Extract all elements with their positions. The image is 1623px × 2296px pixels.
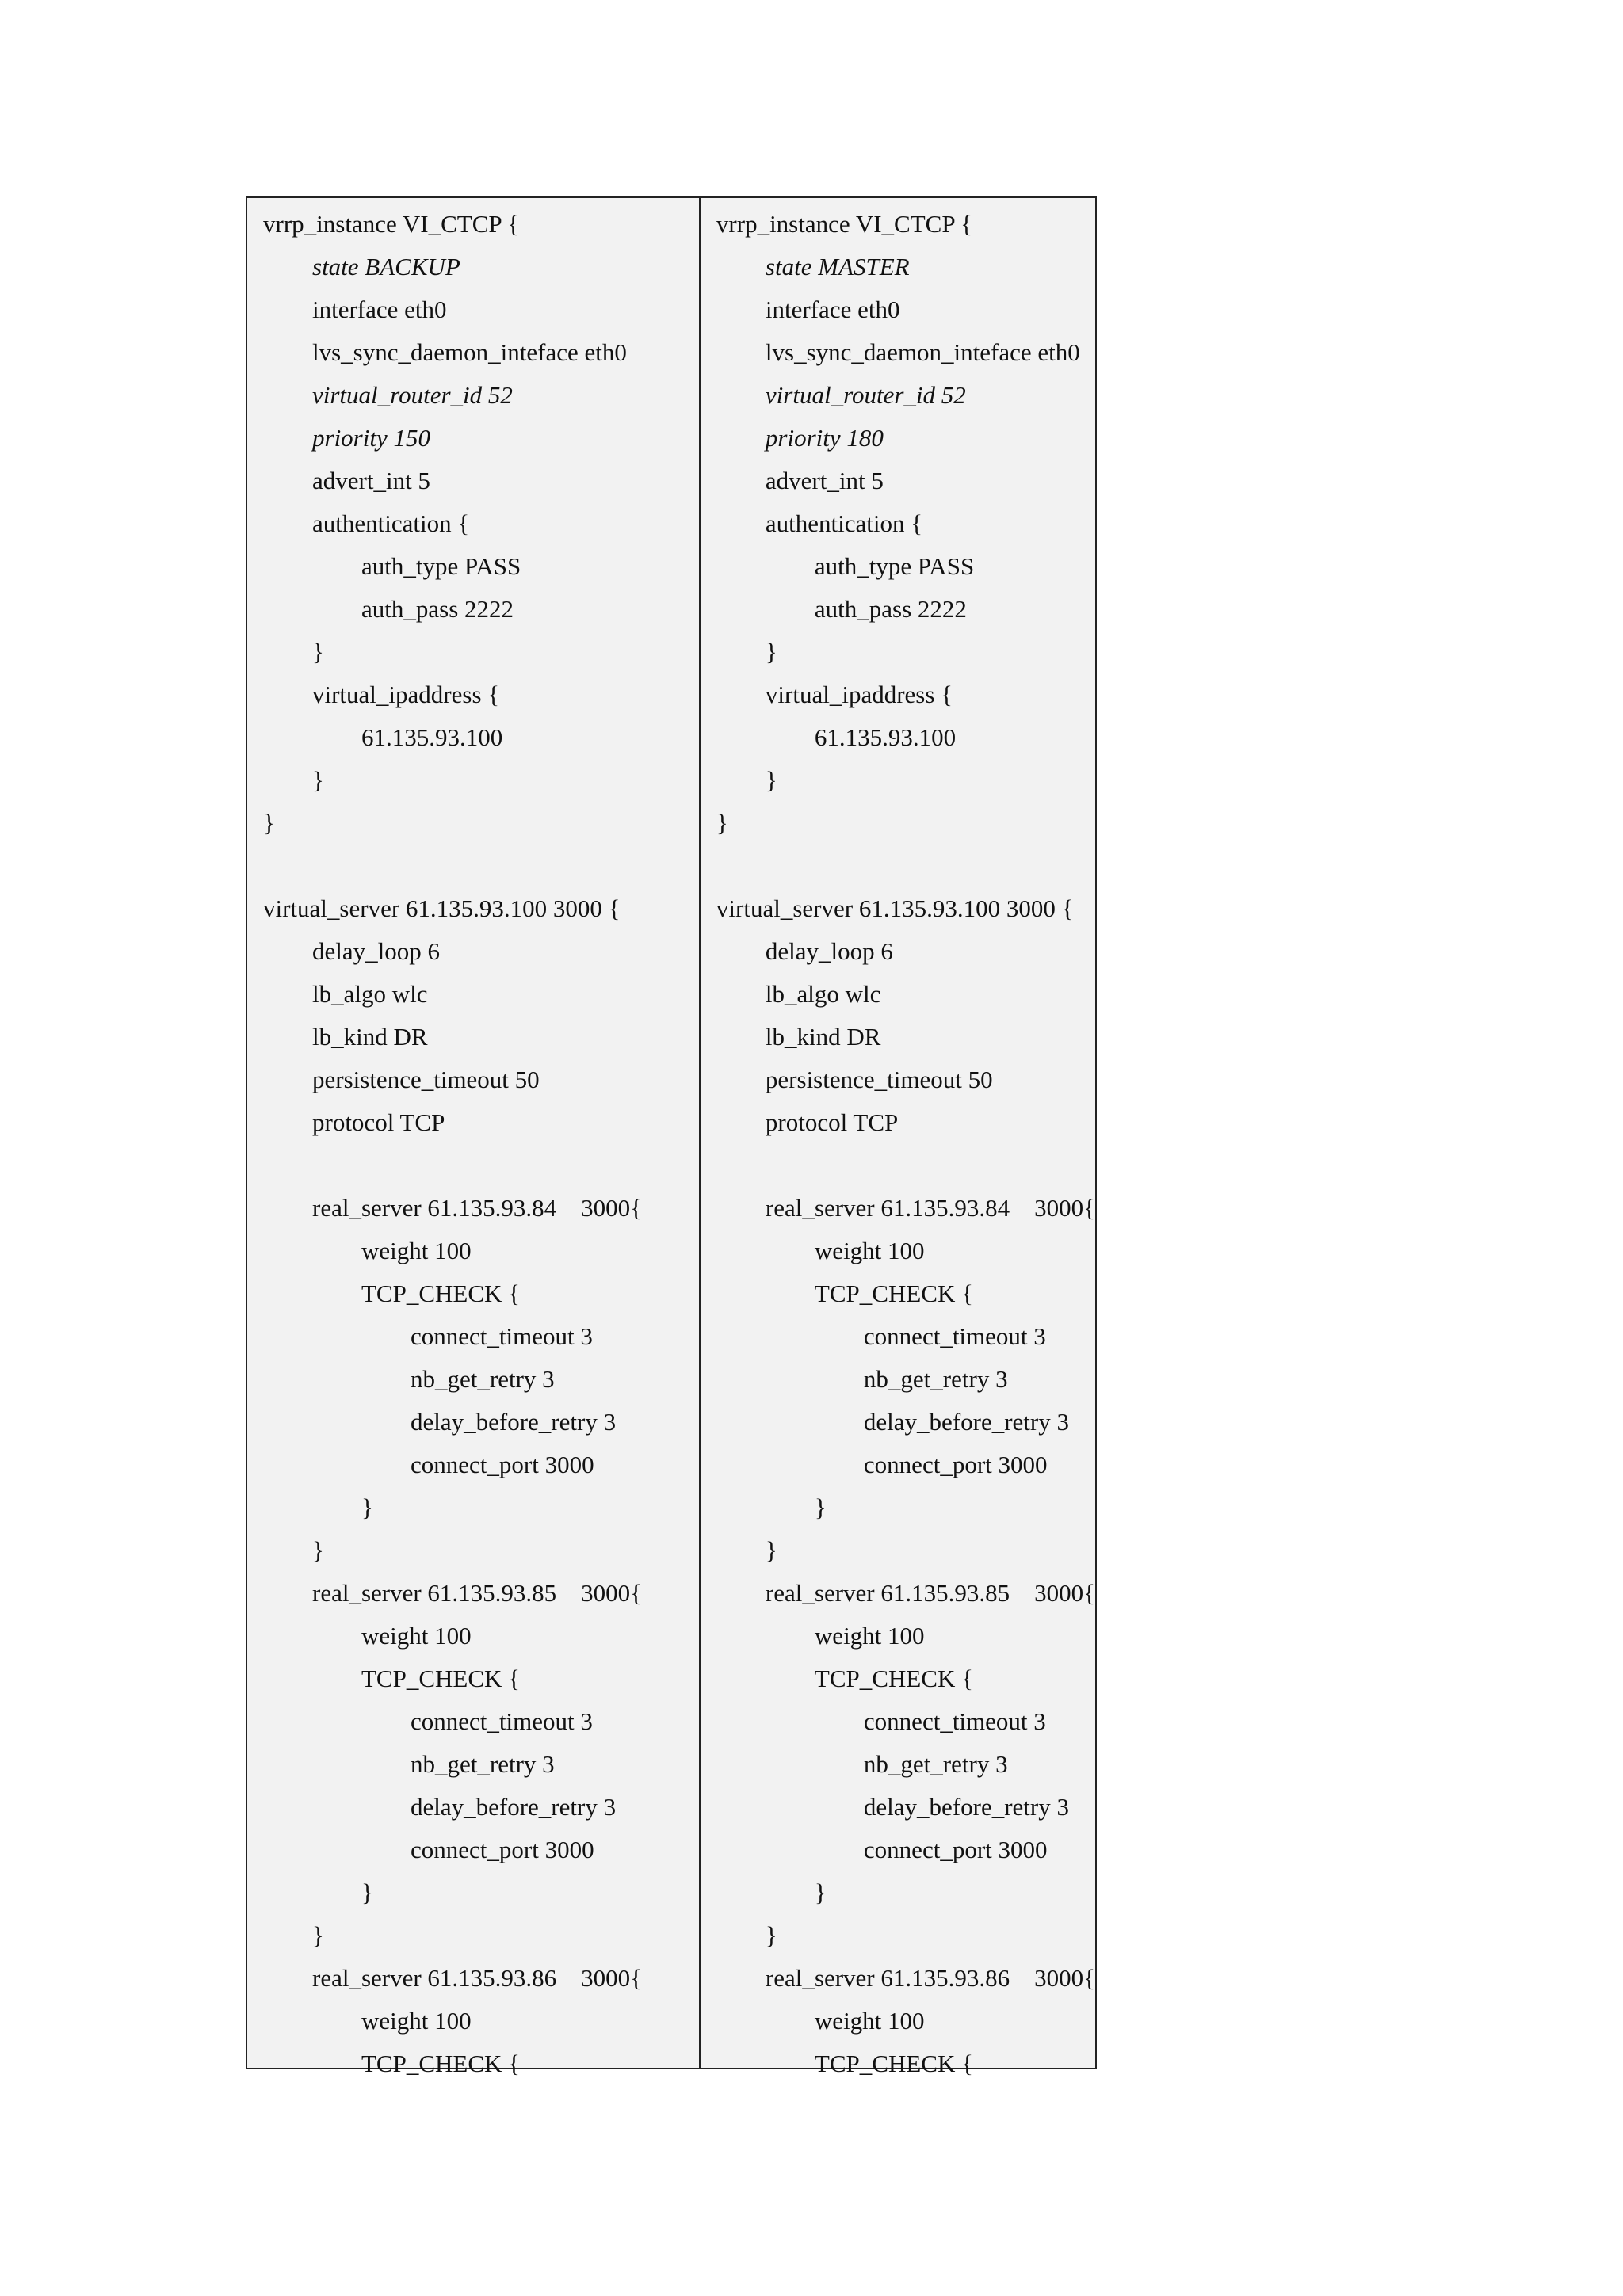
config-line: [247, 374, 699, 417]
config-line-text: virtual_router_id 52: [312, 381, 513, 409]
master-config-column: [701, 198, 1095, 2077]
config-line: [701, 802, 1095, 845]
config-line: [701, 460, 1095, 502]
config-line: [247, 673, 699, 716]
config-line: [701, 716, 1095, 759]
config-line: [247, 1358, 699, 1401]
config-line: [701, 1572, 1095, 1615]
config-line: [701, 1486, 1095, 1529]
config-line: [701, 1401, 1095, 1444]
config-line-text: nb_get_retry 3: [863, 1750, 1008, 1778]
config-line-text: authentication {: [312, 509, 470, 537]
config-line: [701, 1957, 1095, 2000]
config-line: [701, 545, 1095, 588]
config-line-text: weight 100: [814, 1622, 925, 1650]
config-line: [247, 1914, 699, 1957]
config-line: [247, 1572, 699, 1615]
config-line: [701, 1444, 1095, 1486]
config-line: [701, 1187, 1095, 1230]
config-line: [701, 1016, 1095, 1058]
config-line-text: real_server 61.135.93.85 3000{: [765, 1579, 1095, 1607]
config-line-text: real_server 61.135.93.86 3000{: [765, 1964, 1095, 1992]
config-line: [247, 246, 699, 288]
config-line-text: TCP_CHECK {: [361, 2050, 521, 2077]
config-line-text: TCP_CHECK {: [361, 1280, 521, 1307]
config-line: [247, 716, 699, 759]
config-line-text: connect_timeout 3: [411, 1322, 593, 1350]
config-line-text: }: [361, 1493, 373, 1521]
config-line: [701, 1358, 1095, 1401]
config-line-text: lvs_sync_daemon_inteface eth0: [312, 338, 627, 366]
config-line: [247, 502, 699, 545]
config-line: [701, 673, 1095, 716]
config-line-text: delay_loop 6: [312, 937, 440, 965]
config-line-text: connect_port 3000: [863, 1836, 1048, 1863]
config-line-text: interface eth0: [765, 296, 900, 323]
config-line-text: real_server 61.135.93.84 3000{: [765, 1194, 1095, 1222]
config-line-text: interface eth0: [312, 296, 447, 323]
config-line: [701, 417, 1095, 460]
config-line: [247, 2000, 699, 2042]
config-line: [247, 2042, 699, 2085]
config-line-text: virtual_router_id 52: [765, 381, 966, 409]
config-line-text: }: [312, 638, 324, 666]
config-line-text: TCP_CHECK {: [814, 2050, 973, 2077]
config-line: [247, 631, 699, 673]
config-line: [247, 1957, 699, 2000]
config-line-text: state MASTER: [765, 253, 910, 280]
config-line: [247, 545, 699, 588]
config-line: [701, 759, 1095, 802]
config-line: [247, 1786, 699, 1829]
config-line: [247, 1871, 699, 1914]
config-line: [701, 1144, 1095, 1187]
config-line: [701, 1657, 1095, 1700]
config-line-text: priority 150: [312, 424, 430, 452]
config-line: [701, 1101, 1095, 1144]
config-line-text: connect_timeout 3: [863, 1322, 1046, 1350]
config-line: [701, 288, 1095, 331]
config-line: [701, 502, 1095, 545]
config-line-text: lb_kind DR: [765, 1023, 881, 1051]
config-line-text: auth_pass 2222: [361, 595, 514, 623]
config-line: [701, 845, 1095, 887]
config-line-text: weight 100: [361, 2007, 472, 2035]
config-line-text: }: [361, 1878, 373, 1906]
config-line-text: weight 100: [814, 2007, 925, 2035]
config-line-text: 61.135.93.100: [814, 723, 957, 751]
config-comparison-table: [246, 196, 1097, 2077]
config-line-text: }: [765, 1921, 777, 1949]
config-line-text: advert_int 5: [765, 467, 884, 494]
config-line-text: protocol TCP: [312, 1108, 445, 1136]
config-line: [247, 331, 699, 374]
config-line-text: weight 100: [361, 1237, 472, 1264]
config-line-text: connect_port 3000: [863, 1451, 1048, 1478]
config-line: [247, 1657, 699, 1700]
config-line-text: delay_before_retry 3: [411, 1408, 617, 1436]
config-line-text: lb_algo wlc: [765, 980, 881, 1008]
config-line-text: }: [263, 809, 275, 837]
config-line: [247, 1401, 699, 1444]
config-line: [701, 887, 1095, 930]
config-line-text: TCP_CHECK {: [814, 1280, 973, 1307]
config-line-text: auth_type PASS: [814, 552, 975, 580]
config-line: [247, 288, 699, 331]
config-line-text: }: [716, 809, 728, 837]
config-line: [247, 1315, 699, 1358]
config-line: [247, 460, 699, 502]
config-line: [701, 631, 1095, 673]
config-line: [701, 1700, 1095, 1743]
config-line: [247, 588, 699, 631]
config-line: [701, 1871, 1095, 1914]
config-line: [701, 1529, 1095, 1572]
config-line: [247, 930, 699, 973]
config-line-text: }: [765, 1536, 777, 1564]
config-line: [247, 1829, 699, 1871]
config-line: [701, 246, 1095, 288]
config-line-text: protocol TCP: [765, 1108, 899, 1136]
config-line-text: lvs_sync_daemon_inteface eth0: [765, 338, 1080, 366]
config-line-text: }: [312, 1536, 324, 1564]
config-line: [247, 1016, 699, 1058]
config-line: [247, 887, 699, 930]
config-line: [701, 1272, 1095, 1315]
config-line-text: }: [765, 766, 777, 794]
config-line-text: virtual_server 61.135.93.100 3000 {: [263, 894, 621, 922]
config-line: [247, 417, 699, 460]
config-line: [247, 1615, 699, 1657]
config-line: [701, 2042, 1095, 2085]
backup-config-column: [247, 198, 701, 2077]
config-line: [701, 1829, 1095, 1871]
config-line: [247, 973, 699, 1016]
config-line: [701, 930, 1095, 973]
config-line-text: virtual_ipaddress {: [312, 681, 500, 708]
config-line-text: lb_kind DR: [312, 1023, 428, 1051]
config-line: [701, 1315, 1095, 1358]
config-line: [701, 588, 1095, 631]
config-line-text: state BACKUP: [312, 253, 460, 280]
config-line: [701, 1615, 1095, 1657]
config-line: [701, 973, 1095, 1016]
config-line: [247, 1444, 699, 1486]
config-line-text: auth_type PASS: [361, 552, 521, 580]
config-line-text: nb_get_retry 3: [411, 1365, 555, 1393]
config-line: [247, 1486, 699, 1529]
config-line-text: virtual_server 61.135.93.100 3000 {: [716, 894, 1074, 922]
config-line-text: connect_port 3000: [411, 1836, 594, 1863]
config-line: [247, 1700, 699, 1743]
config-line-text: real_server 61.135.93.84 3000{: [312, 1194, 643, 1222]
config-line: [247, 1101, 699, 1144]
config-line-text: virtual_ipaddress {: [765, 681, 953, 708]
config-line-text: vrrp_instance VI_CTCP {: [263, 210, 520, 238]
config-line-text: }: [814, 1493, 827, 1521]
config-line-text: priority 180: [765, 424, 884, 452]
config-line-text: delay_loop 6: [765, 937, 893, 965]
config-line: [701, 2000, 1095, 2042]
config-line-text: connect_timeout 3: [863, 1707, 1046, 1735]
config-line-text: delay_before_retry 3: [863, 1408, 1069, 1436]
config-line: [247, 759, 699, 802]
config-line: [247, 203, 699, 246]
config-line: [701, 1743, 1095, 1786]
config-line-text: }: [312, 766, 324, 794]
config-line: [701, 1230, 1095, 1272]
config-line: [701, 203, 1095, 246]
config-line-text: vrrp_instance VI_CTCP {: [716, 210, 973, 238]
config-line-text: }: [765, 638, 777, 666]
config-line: [701, 331, 1095, 374]
config-line: [247, 1230, 699, 1272]
config-line-text: weight 100: [814, 1237, 925, 1264]
config-line: [701, 374, 1095, 417]
config-line-text: authentication {: [765, 509, 923, 537]
config-line-text: 61.135.93.100: [361, 723, 503, 751]
config-line: [247, 1743, 699, 1786]
config-line-text: lb_algo wlc: [312, 980, 428, 1008]
config-line-text: nb_get_retry 3: [863, 1365, 1008, 1393]
config-line: [701, 1786, 1095, 1829]
config-line-text: connect_timeout 3: [411, 1707, 593, 1735]
config-line-text: persistence_timeout 50: [312, 1066, 540, 1093]
config-line: [247, 1058, 699, 1101]
config-line-text: weight 100: [361, 1622, 472, 1650]
config-line-text: connect_port 3000: [411, 1451, 594, 1478]
config-line-text: auth_pass 2222: [814, 595, 967, 623]
config-line-text: TCP_CHECK {: [361, 1665, 521, 1692]
config-line: [247, 1529, 699, 1572]
config-line-text: delay_before_retry 3: [411, 1793, 617, 1821]
config-line-text: real_server 61.135.93.85 3000{: [312, 1579, 643, 1607]
config-line-text: TCP_CHECK {: [814, 1665, 973, 1692]
config-line-text: }: [312, 1921, 324, 1949]
config-line: [247, 1144, 699, 1187]
config-line: [247, 845, 699, 887]
config-line-text: nb_get_retry 3: [411, 1750, 555, 1778]
config-line-text: advert_int 5: [312, 467, 430, 494]
config-line-text: real_server 61.135.93.86 3000{: [312, 1964, 643, 1992]
config-line-text: delay_before_retry 3: [863, 1793, 1069, 1821]
config-line: [247, 1272, 699, 1315]
config-line-text: persistence_timeout 50: [765, 1066, 993, 1093]
config-line: [701, 1058, 1095, 1101]
config-line: [247, 802, 699, 845]
config-line: [701, 1914, 1095, 1957]
config-line-text: }: [814, 1878, 827, 1906]
config-line: [247, 1187, 699, 1230]
